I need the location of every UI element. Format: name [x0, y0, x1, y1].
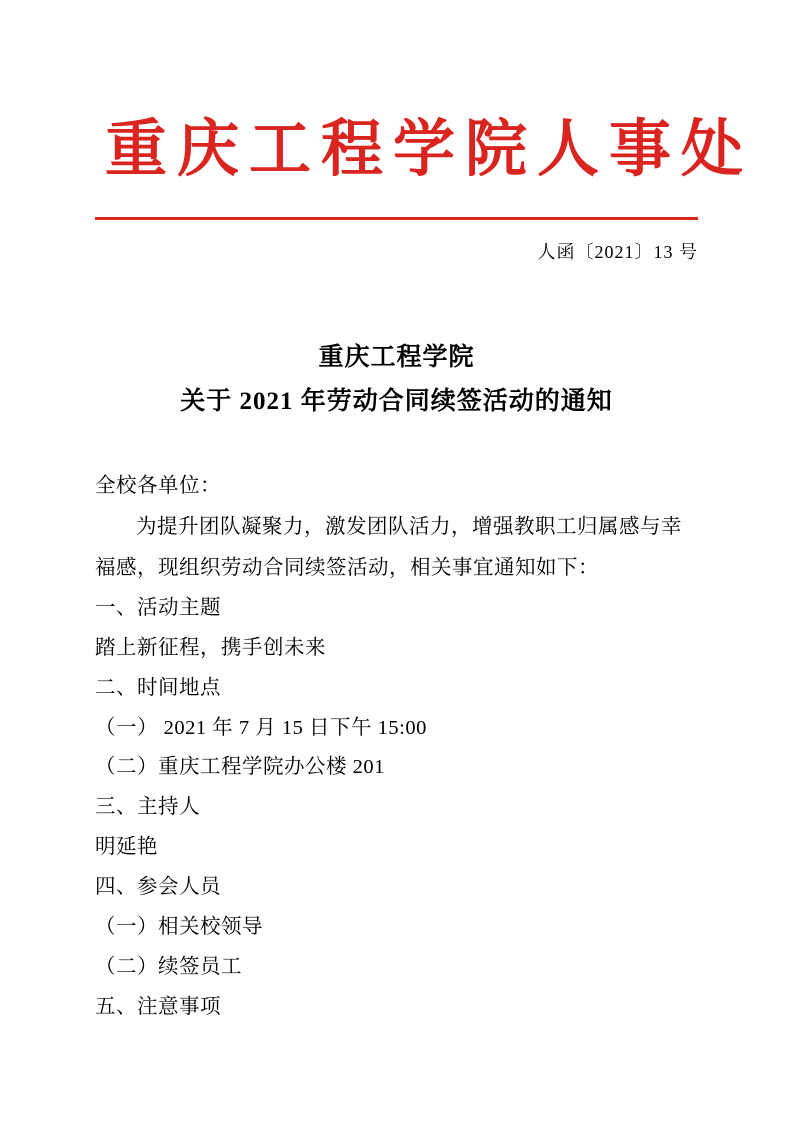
letterhead — [95, 0, 754, 264]
body-line: 明延艳 — [95, 836, 158, 859]
title-line-2: 关于 2021 年劳动合同续签活动的通知 — [180, 387, 613, 415]
body-line: （一）相关校领导 — [95, 916, 263, 939]
body-line: 三、主持人 — [95, 796, 200, 819]
body-line: （一） 2021 年 7 月 15 日下午 15:00 — [95, 716, 427, 739]
body-line: 四、参会人员 — [95, 876, 221, 899]
document-title — [95, 336, 698, 424]
body-line: （二）续签员工 — [95, 956, 242, 979]
letterhead-divider — [95, 217, 698, 220]
document-number: 人函〔2021〕13 号 — [537, 242, 698, 263]
body-line: 五、注意事项 — [95, 996, 221, 1019]
body-line: （二）重庆工程学院办公楼 201 — [95, 756, 385, 779]
body-line: 一、活动主题 — [95, 596, 221, 619]
letterhead-title: 重庆工程学院人事处 — [105, 116, 754, 184]
document-body — [95, 466, 698, 1029]
body-line: 二、时间地点 — [95, 676, 221, 699]
title-line-1: 重庆工程学院 — [318, 344, 475, 372]
salutation: 全校各单位： — [95, 474, 221, 497]
intro-paragraph: 为提升团队凝聚力，激发团队活力，增强教职工归属感与幸福感，现组织劳动合同续签活动，相关事宜通知如下： — [95, 515, 682, 579]
body-line: 踏上新征程，携手创未来 — [95, 636, 326, 659]
document-number-row — [95, 238, 698, 264]
